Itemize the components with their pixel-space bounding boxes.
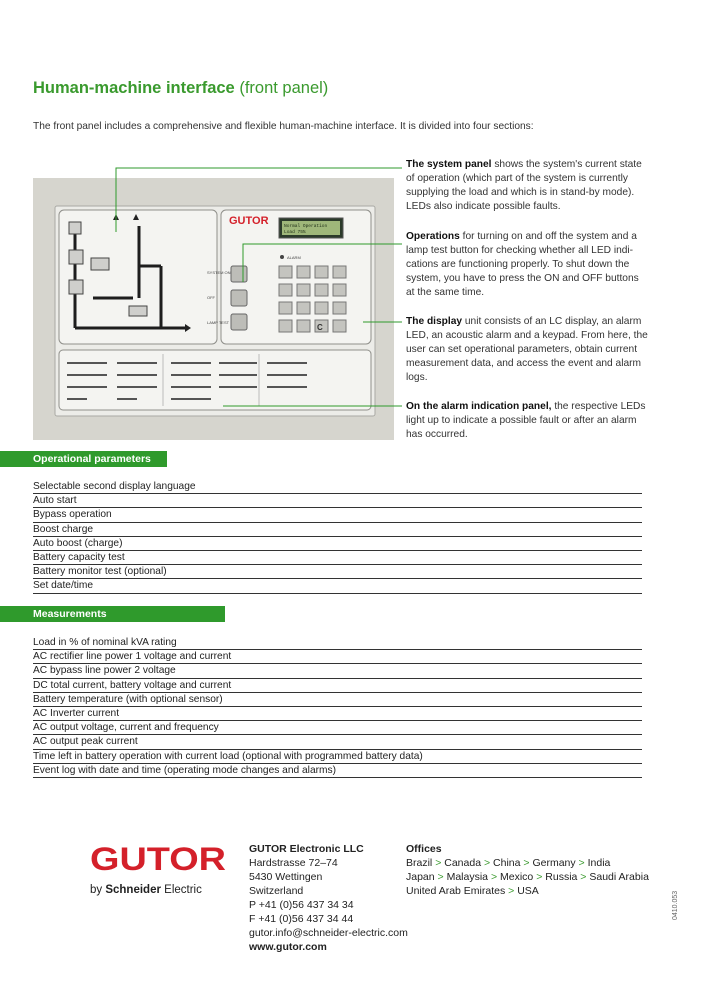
- list-item: Load in % of nominal kVA rating: [33, 636, 642, 650]
- alarm-led-label: ALARM: [287, 255, 301, 260]
- offices-heading: Offices: [406, 843, 442, 855]
- callout-system-panel: The system panel shows the system's current state of operation (which part of the system is currently supplying the load and which is in stand-by mode). LEDs also indicate possible faults.: [406, 159, 642, 212]
- website-link[interactable]: www.gutor.com: [249, 941, 327, 953]
- operational-parameters-list: [33, 480, 642, 594]
- lcd-line2: Load 75%: [284, 230, 306, 235]
- btn-off-label: OFF: [207, 295, 215, 300]
- list-item: DC total current, battery voltage and current: [33, 679, 642, 693]
- callout-alarm-panel: On the alarm indication panel, the respective LEDs light up to indicate a possible fault or after an alarm has occurred.: [406, 401, 646, 440]
- list-item: AC bypass line power 2 voltage: [33, 664, 642, 678]
- on-button[interactable]: [231, 266, 247, 282]
- document-code: 0410.053: [672, 890, 679, 920]
- title-subtitle: (front panel): [234, 79, 329, 97]
- list-item: Battery temperature (with optional sensor): [33, 693, 642, 707]
- front-panel-illustration: [33, 178, 394, 440]
- gutor-logo: [90, 842, 230, 876]
- svg-text:GUTOR: GUTOR: [90, 842, 226, 876]
- schneider-byline: by Schneider Electric: [90, 884, 202, 896]
- keypad-clear-key: C: [317, 323, 323, 332]
- list-item: Boost charge: [33, 523, 642, 537]
- title-bold: Human-machine interface: [33, 79, 235, 97]
- lamp-test-button[interactable]: [231, 314, 247, 330]
- callout-operations: Operations for turning on and off the system and a lamp test button for checking whether all LED indi-cations are functioning properly. To shut down the system, you have to press the ON and OFF buttons at the same time.: [406, 231, 639, 298]
- list-item: AC output peak current: [33, 735, 642, 749]
- offices-line2: Japan > Malaysia > Mexico > Russia > Saudi Arabia: [406, 871, 649, 883]
- company-address: GUTOR Electronic LLC Hardstrasse 72–74 5430 Wettingen Switzerland P +41 (0)56 437 34 34 F +41 (0)56 437 34 44 gutor.info@schneider-electric.com www.gutor.com: [249, 843, 408, 953]
- list-item: AC Inverter current: [33, 707, 642, 721]
- list-item: Selectable second display language: [33, 480, 642, 494]
- list-item: Bypass operation: [33, 508, 642, 522]
- measurements-list: [33, 636, 642, 778]
- list-item: Auto boost (charge): [33, 537, 642, 551]
- list-item: Set date/time: [33, 579, 642, 593]
- lcd-line1: Normal Operation: [284, 224, 328, 229]
- btn-lamp-label: LAMP TEST: [207, 320, 230, 325]
- front-panel-image: [33, 178, 394, 440]
- phone: P +41 (0)56 437 34 34: [249, 899, 354, 911]
- offices-line3: United Arab Emirates > USA: [406, 885, 539, 897]
- fax: F +41 (0)56 437 34 44: [249, 913, 354, 925]
- list-item: Time left in battery operation with current load (optional with programmed battery data): [33, 750, 642, 764]
- callout-display: The display unit consists of an LC display, an alarm LED, an acoustic alarm and a keypad. From here, the user can set operational parameters, obtain current measurement data, and access the event and alarm logs.: [406, 316, 648, 383]
- list-item: Event log with date and time (operating mode changes and alarms): [33, 764, 642, 778]
- intro-text: The front panel includes a comprehensive and flexible human-machine interface. It is divided into four sections:: [33, 121, 534, 132]
- offices-line1: Brazil > Canada > China > Germany > India: [406, 857, 611, 869]
- operational-parameters-heading: Operational parameters: [0, 451, 167, 467]
- measurements-heading: Measurements: [0, 606, 225, 622]
- list-item: AC rectifier line power 1 voltage and current: [33, 650, 642, 664]
- offices: [406, 842, 649, 898]
- company-name: GUTOR Electronic LLC: [249, 843, 364, 855]
- list-item: Auto start: [33, 494, 642, 508]
- email-link[interactable]: gutor.info@schneider-electric.com: [249, 927, 408, 939]
- off-button[interactable]: [231, 290, 247, 306]
- btn-on-label: SYSTEM ON: [207, 270, 231, 275]
- panel-brand: GUTOR: [229, 215, 269, 227]
- page-title: [33, 79, 328, 98]
- list-item: AC output voltage, current and frequency: [33, 721, 642, 735]
- list-item: Battery monitor test (optional): [33, 565, 642, 579]
- list-item: Battery capacity test: [33, 551, 642, 565]
